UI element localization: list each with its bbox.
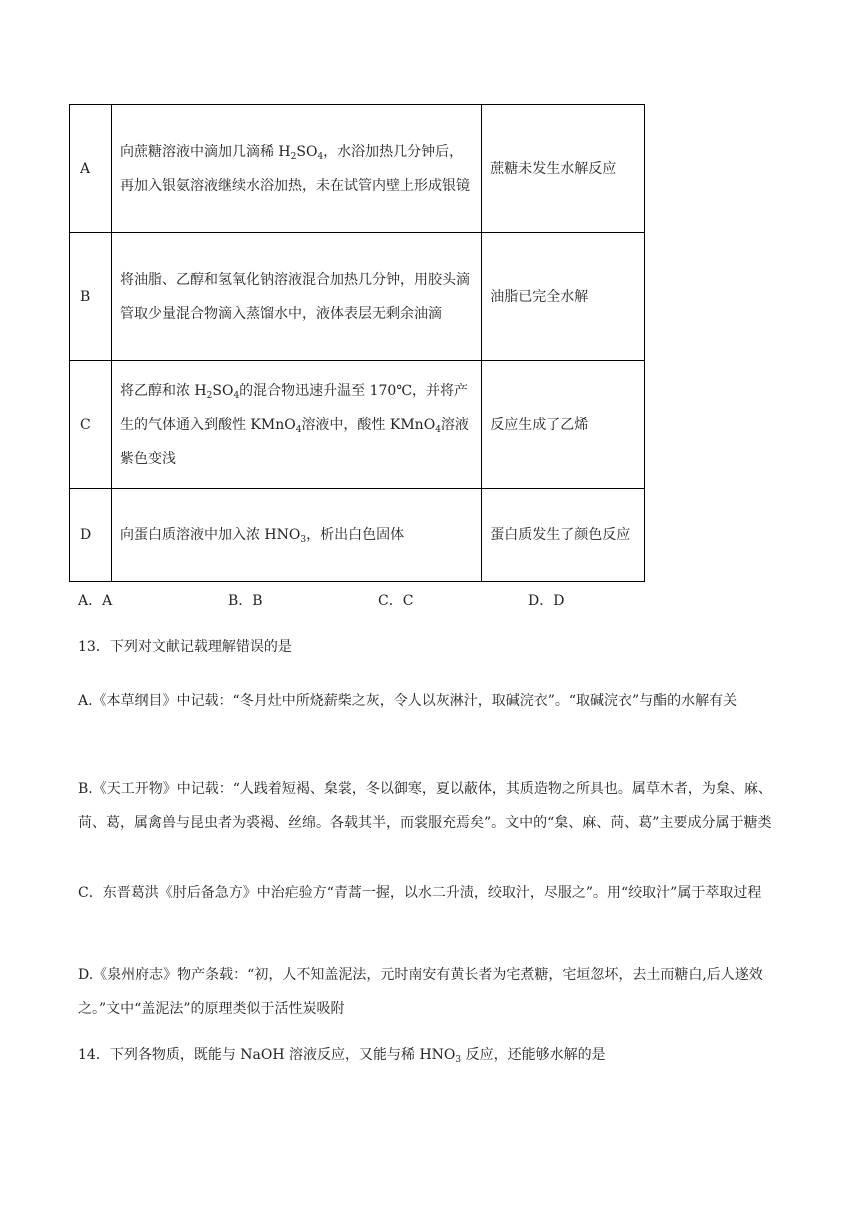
q13-option-c[interactable]: C．东晋葛洪《肘后备急方》中治疟验方“青蒿一握，以水二升渍，绞取汁，尽服之”。用“绞取汁”属于萃取过程 <box>78 885 762 901</box>
q13-option-a[interactable]: A.《本草纲目》中记载：“冬月灶中所烧薪柴之灰，令人以灰淋汁，取碱浣衣”。“取碱浣衣”与酯的水解有关 <box>78 693 738 709</box>
table-row <box>70 233 645 361</box>
conclusion-cell: 反应生成了乙烯 <box>482 361 645 489</box>
experiment-table <box>69 104 645 582</box>
answer-choices <box>78 590 638 612</box>
table-row <box>70 489 645 582</box>
table-row <box>70 105 645 233</box>
question-stem: 14．下列各物质，既能与 NaOH 溶液反应，又能与稀 $HNO_3$ 反应，还能够水解的是 <box>78 1047 606 1065</box>
row-label: D <box>70 489 112 582</box>
choice-b[interactable]: B．B <box>228 593 263 609</box>
choice-a[interactable]: A．A <box>78 593 113 609</box>
conclusion-cell: 油脂已完全水解 <box>482 233 645 361</box>
operation-cell: 将油脂、乙醇和氢氧化钠溶液混合加热几分钟，用胶头滴管取少量混合物滴入蒸馏水中，液体表层无剩余油滴 <box>111 233 481 361</box>
operation-cell: 将乙醇和浓 $H_2SO_4$的混合物迅速升温至 170℃，并将产生的气体通入到酸性 KMnO$_4$溶液中，酸性 KMnO$_4$溶液紫色变浅 <box>111 361 481 489</box>
q13-option-b[interactable]: B.《天工开物》中记载：“人践着短褐、枲裳，冬以御寒，夏以蔽体，其质造物之所具也。属草木者，为枲、麻、苘、葛，属禽兽与昆虫者为裘褐、丝绵。各载其半，而裳服充焉矣”。文中的“枲、麻、苘、葛”主要成分属于糖类 <box>78 781 772 831</box>
choice-d[interactable]: D．D <box>528 593 565 609</box>
table-row <box>70 361 645 489</box>
conclusion-cell: 蛋白质发生了颜色反应 <box>482 489 645 582</box>
conclusion-cell: 蔗糖未发生水解反应 <box>482 105 645 233</box>
choice-c[interactable]: C．C <box>378 593 414 609</box>
question-stem: 13．下列对文献记载理解错误的是 <box>78 639 292 655</box>
row-label: A <box>70 105 112 233</box>
question-14 <box>78 1038 788 1072</box>
question-13 <box>78 630 788 664</box>
q13-option-d[interactable]: D.《泉州府志》物产条载：“初，人不知盖泥法，元时南安有黄长者为宅煮糖，宅垣忽坏，去土而糖白,后人遂效之。”文中“盖泥法”的原理类似于活性炭吸附 <box>78 967 763 1017</box>
row-label: B <box>70 233 112 361</box>
operation-cell: 向蔗糖溶液中滴加几滴稀 $H_2SO_4$，水浴加热几分钟后，再加入银氨溶液继续水浴加热，未在试管内壁上形成银镜 <box>111 105 481 233</box>
row-label: C <box>70 361 112 489</box>
operation-cell: 向蛋白质溶液中加入浓 $HNO_3$，析出白色固体 <box>111 489 481 582</box>
